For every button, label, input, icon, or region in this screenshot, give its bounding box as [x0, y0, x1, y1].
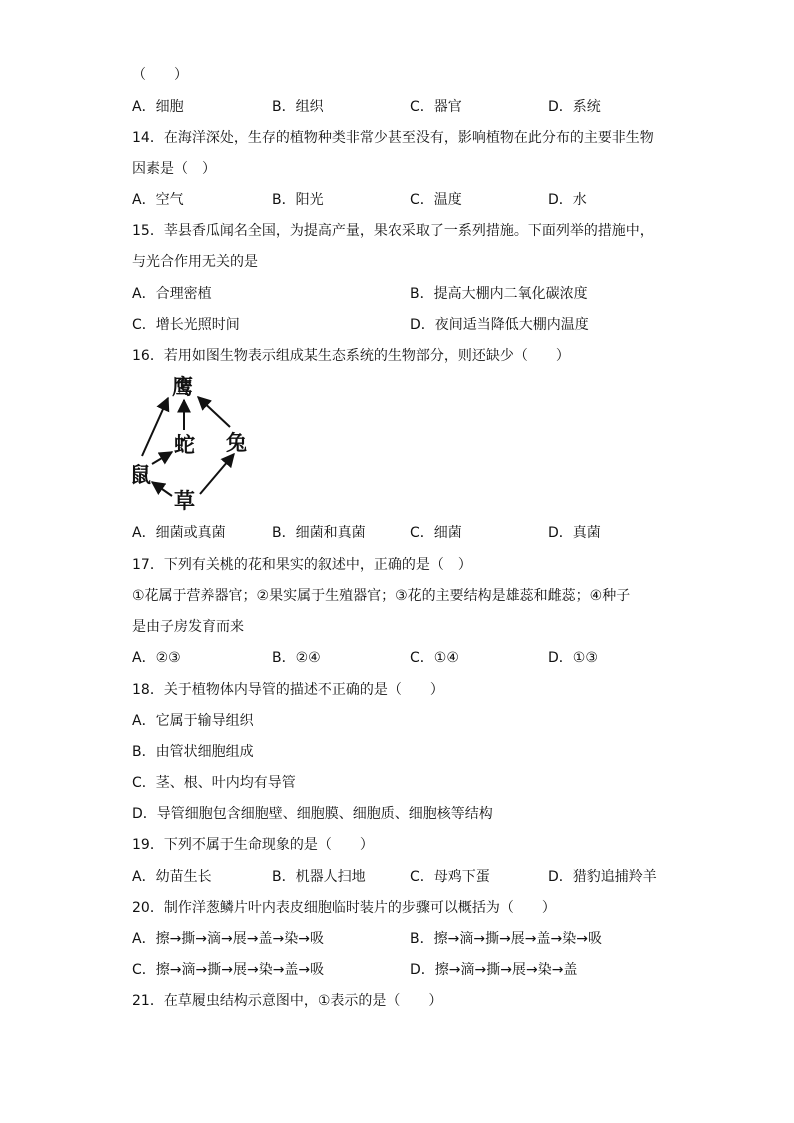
q18-option-b: B．由管状细胞组成	[132, 744, 254, 760]
q18-option-a: A．它属于输导组织	[132, 713, 254, 729]
q17-option-d: D．①③	[548, 650, 598, 666]
q15-option-d: D．夜间适当降低大棚内温度	[410, 317, 589, 333]
q14-option-b: B．阳光	[272, 192, 324, 208]
q14-option-d: D．水	[548, 192, 587, 208]
node-grass: 草	[174, 488, 195, 512]
q17-option-a: A．②③	[132, 650, 181, 666]
q14-option-a: A．空气	[132, 192, 184, 208]
q20-option-c: C．擦→滴→撕→展→染→盖→吸	[132, 962, 325, 978]
q14-stem-line1: 14．在海洋深处，生存的植物种类非常少甚至没有，影响植物在此分布的主要非生物	[132, 130, 654, 146]
q16-option-b: B．细菌和真菌	[272, 525, 366, 541]
q16-stem-line1: 16．若用如图生物表示组成某生态系统的生物部分，则还缺少（ ）	[132, 348, 570, 364]
q17-stem-line3: 是由子房发育而来	[132, 619, 244, 635]
node-eagle: 鹰	[172, 374, 193, 399]
q20-option-b: B．擦→滴→撕→展→盖→染→吸	[410, 931, 602, 947]
q15-stem-line2: 与光合作用无关的是	[132, 254, 258, 270]
q16-option-a: A．细菌或真菌	[132, 525, 226, 541]
food-web-diagram	[128, 372, 258, 512]
q17-stem-line1: 17．下列有关桃的花和果实的叙述中，正确的是（ ）	[132, 557, 472, 573]
q19-option-d: D．猎豹追捕羚羊	[548, 869, 657, 885]
q18-stem-line1: 18．关于植物体内导管的描述不正确的是（ ）	[132, 682, 444, 698]
node-snake: 蛇	[174, 432, 195, 457]
q19-option-a: A．幼苗生长	[132, 869, 212, 885]
q15-option-c: C．增长光照时间	[132, 317, 240, 333]
q14-option-c: C．温度	[410, 192, 462, 208]
q16-option-d: D．真菌	[548, 525, 601, 541]
q17-option-c: C．①④	[410, 650, 459, 666]
q18-option-c: C．茎、根、叶内均有导管	[132, 775, 296, 791]
q17-stem-line2: ①花属于营养器官；②果实属于生殖器官；③花的主要结构是雄蕊和雌蕊；④种子	[132, 588, 631, 604]
q13-option-a: A．细胞	[132, 99, 184, 115]
q20-option-a: A．擦→撕→滴→展→盖→染→吸	[132, 931, 324, 947]
q19-option-c: C．母鸡下蛋	[410, 869, 490, 885]
q18-option-d: D．导管细胞包含细胞壁、细胞膜、细胞质、细胞核等结构	[132, 806, 493, 822]
q17-option-b: B．②④	[272, 650, 321, 666]
arrow-mouse-to-snake	[152, 452, 172, 464]
q14-stem-line2: 因素是（ ）	[132, 161, 216, 177]
q19-option-b: B．机器人扫地	[272, 869, 366, 885]
q15-option-a: A．合理密植	[132, 286, 212, 302]
arrow-mouse-to-eagle	[142, 398, 168, 456]
q13-option-d: D．系统	[548, 99, 601, 115]
q13-answer-blank: （ ）	[132, 67, 188, 83]
node-rabbit: 兔	[226, 430, 247, 455]
arrow-grass-to-mouse	[152, 482, 172, 496]
q20-stem-line1: 20．制作洋葱鳞片叶内表皮细胞临时装片的步骤可以概括为（ ）	[132, 900, 556, 916]
node-mouse: 鼠	[130, 462, 151, 487]
q13-option-c: C．器官	[410, 99, 462, 115]
q20-option-d: D．擦→滴→撕→展→染→盖	[410, 962, 578, 978]
q13-option-b: B．组织	[272, 99, 324, 115]
q21-stem-line1: 21．在草履虫结构示意图中，①表示的是（ ）	[132, 993, 443, 1009]
q19-stem-line1: 19．下列不属于生命现象的是（ ）	[132, 837, 374, 853]
q16-option-c: C．细菌	[410, 525, 462, 541]
arrow-rabbit-to-eagle	[198, 397, 230, 427]
arrow-grass-to-rabbit	[200, 454, 234, 494]
q15-stem-line1: 15．莘县香瓜闻名全国，为提高产量，果农采取了一系列措施。下面列举的措施中，	[132, 223, 654, 239]
q15-option-b: B．提高大棚内二氧化碳浓度	[410, 286, 588, 302]
